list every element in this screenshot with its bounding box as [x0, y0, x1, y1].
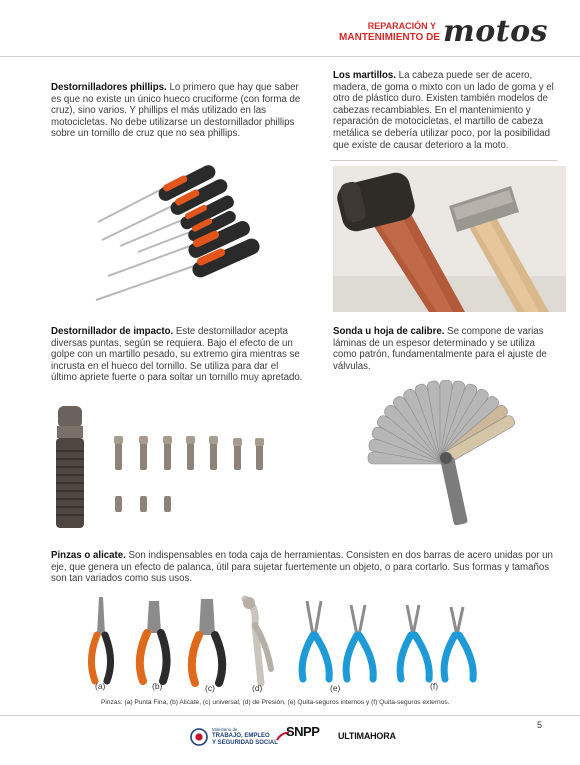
- pliers-illustration: [85, 595, 485, 695]
- magazine-brand: [339, 14, 548, 49]
- impact-driver-illustration: [50, 400, 280, 530]
- pliers-letter-f: (f): [430, 681, 439, 691]
- snpp-wordmark: SNPP: [286, 724, 320, 739]
- ministry-logo: [212, 726, 278, 747]
- footer-rule: [0, 715, 580, 716]
- feeler-gauge-illustration: [348, 380, 560, 530]
- pliers-letter-e: (e): [330, 683, 341, 693]
- section-text: Se compone de varias láminas de un espesor determinado y se utiliza como patrón, fundamentalmente para el ajuste de válvulas.: [333, 326, 547, 372]
- section-sonda: [333, 326, 559, 372]
- section-text: La cabeza puede ser de acero, madera, de goma o mixto con un lado de goma y el otro de plástico duro. Existen también modelos de cabezas recambiables. En el mantenimiento y reparación de motocicletas, el martillo de cabeza metálica se debería utilizar poco, por la posibilidad que existe de causar deterioro a la moto.: [333, 70, 554, 151]
- pliers-photo: [85, 595, 485, 695]
- section-martillos: [333, 70, 559, 151]
- section-impacto: [51, 326, 303, 384]
- page-header: [0, 0, 580, 62]
- pliers-letter-c: (c): [205, 683, 215, 693]
- pliers-caption: Pinzas: (a) Punta Fina, (b) Alicate, (c) universal, (d) de Presión, (e) Quita-seguros internos y (f) Quita-seguros externos.: [101, 699, 450, 706]
- ministry-line-2: TRABAJO, EMPLEO: [212, 733, 270, 739]
- section-text: Son indispensables en toda caja de herramientas. Consisten en dos barras de acero unidas por un eje, que genera un efecto de palanca, útil para sujetar fuertemente un objeto, o para cortarlo. Sus formas y tamaños son tan variados como sus usos.: [51, 550, 553, 585]
- ministry-line-1: Ministerio de: [212, 727, 238, 732]
- snpp-logo: [286, 724, 319, 739]
- ultimahora-logo: ULTIMAHORA: [338, 731, 396, 741]
- brand-line-2: MANTENIMIENTO DE: [339, 32, 440, 43]
- ministry-seal-icon: [190, 728, 208, 746]
- section-pinzas: [51, 550, 561, 585]
- section-text: Este destornillador acepta diversas puntas, según se requiera. Bajo el efecto de un golpe con un martillo pesado, su extremo gira mientras se incrusta en el hueco del tornillo. Se utiliza para dar el último apriete fuerte o para soltar un tornillo muy apretado.: [51, 326, 303, 384]
- section-text: Lo primero que hay que saber es que no existe un único hueco cruciforme (con forma de cruz), sino varios. Y phillips el más utilizado en las motocicletas. No debe utilizarse un destornillador phillips sobre un tornillo de cruz que no sea phillips.: [51, 82, 301, 140]
- hammers-photo: [333, 166, 566, 312]
- screwdrivers-illustration: [90, 160, 270, 310]
- section-title: Sonda u hoja de calibre.: [333, 326, 445, 337]
- pliers-letter-d: (d): [252, 683, 263, 693]
- section-title: Destornilladores phillips.: [51, 82, 167, 93]
- pliers-letter-b: (b): [152, 681, 163, 691]
- section-title: Pinzas o alicate.: [51, 550, 126, 561]
- screwdrivers-photo: [90, 160, 270, 310]
- brand-subtitle: [339, 21, 440, 43]
- brand-script: motos: [442, 14, 548, 49]
- brand-line-1: REPARACIÓN Y: [367, 21, 436, 31]
- header-rule: [0, 56, 580, 57]
- impact-driver-photo: [50, 400, 280, 530]
- section-title: Los martillos.: [333, 70, 396, 81]
- ministry-line-3: Y SEGURIDAD SOCIAL: [212, 740, 278, 746]
- column-divider: [330, 160, 557, 161]
- section-title: Destornillador de impacto.: [51, 326, 174, 337]
- footer-logos: [190, 724, 400, 750]
- feeler-gauge-photo: [348, 380, 560, 530]
- pliers-letter-a: (a): [95, 681, 106, 691]
- section-phillips: [51, 82, 303, 140]
- hammers-illustration: [333, 166, 566, 312]
- page-number: 5: [537, 720, 543, 730]
